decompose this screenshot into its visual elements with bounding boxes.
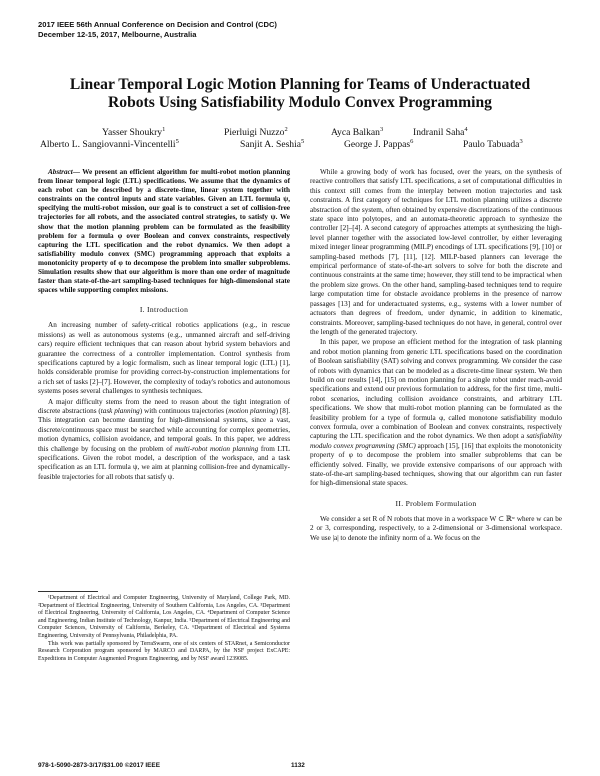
abstract-text: — We present an efficient algorithm for multi-robot motion planning from linear temporal logic (LTL) specifications. We assume that the dynamics of each robot can be described by a discrete-time, linear system together with constraints on the control inputs and state variables. Given an LTL formula ψ, specifying the multi-robot mission, our goal is to construct a set of collision-free trajectories for all robots, and the associated control strategies, to satisfy ψ. We show that the motion planning problem can be formulated as the feasibility problem for a formula φ over Boolean and convex constraints, respectively capturing the LTL specification and the robot dynamics. We then adopt a satisfiability modulo convex (SMC) programming approach that exploits a monotonicity property of φ to decompose the problem into smaller subproblems. Simulation results show that our algorithm is more than one order of magnitude faster than state-of-the-art sampling-based techniques for high-dimensional state spaces while supporting complex missions. — [38, 168, 290, 295]
right-paragraph-2: In this paper, we propose an efficient method for the integration of task planning and robot motion planning from generic LTL specifications based on the coordination of Boolean satisfiability (SAT) solving and convex programming. We consider the case of robots with dynamics that can be modeled as a discrete-time linear system. We then build on our results [14], [15] on motion planning for a single robot under reach-avoid specifications and extend our previous formulation to address, for the first time, multi-robot scenarios, including collision avoidance constraints, and arbitrary LTL specifications. We show that multi-robot motion planning can be formulated as the feasibility problem for a type of formula φ, called monotone satisfiability modulo convex formula, over a combination of Boolean and convex constraints, respectively capturing the LTL specification and the robot dynamics. We then adopt a satisfiability modulo convex programming (SMC) approach [15], [16] that exploits the monotonicity property of φ to decompose the problem into smaller subproblems that can be efficiently solved. Finally, we provide extensive comparisons of our approach with state-of-the-art sampling-based techniques, showing that our algorithm can run faster for high-dimensional state spaces. — [310, 338, 562, 488]
author: Ayca Balkan$^3$ — [331, 126, 384, 139]
affiliations-footnote: ¹Department of Electrical and Computer Engineering, University of Maryland, College Park, MD. ²Department of Electrical Engineering, University of Southern California, Los Angeles, CA. ³Department of Electrical Engineering, University of California, Los Angeles, CA. ⁴Department of Computer Science and Engineering, Indian Institute of Technology, Kanpur, India. ⁵Department of Electrical Engineering and Computer Sciences, University of California, Berkeley, CA. ⁶Department of Electrical and Systems Engineering, University of Pennsylvania, Philadelphia, PA. — [38, 595, 290, 639]
isbn-copyright: 978-1-5090-2873-3/17/$31.00 ©2017 IEEE — [38, 762, 160, 769]
author: Pierluigi Nuzzo$^2$ — [224, 126, 288, 139]
footnotes — [38, 595, 290, 663]
section-heading-problem-formulation: II. Problem Formulation — [395, 498, 477, 508]
footnote-divider — [38, 591, 98, 592]
abstract-label: Abstract — [48, 168, 73, 176]
conference-name: 2017 IEEE 56th Annual Conference on Decision and Control (CDC) — [38, 20, 277, 29]
author: Sanjit A. Seshia$^5$ — [240, 138, 305, 151]
funding-footnote: This work was partially sponsored by TerraSwarm, one of six centers of STARnet, a Semiconductor Research Corporation program sponsored by MARCO and DARPA, by the NSF project ExCAPE: Expeditions in Computer Augmented Program Engineering, and by NSF award 1239085. — [38, 640, 290, 662]
title-line-1: Linear Temporal Logic Motion Planning for Teams of Underactuated — [69, 76, 531, 93]
author-row-1 — [40, 124, 560, 139]
intro-paragraph-2: A major difficulty stems from the need to reason about the tight integration of discrete abstractions (task planning) with continuous trajectories (motion planning) [8]. This integration can become daunting for high-dimensional systems, since a vast, discrete/continuous space must be searched while accounting for complex geometries, motion dynamics, collision avoidance, and temporal goals. In this paper, we address this challenge by focusing on the problem of multi-robot motion planning from LTL specifications. Given the robot model, a description of the workspace, and a task specification as an LTL formula ψ, we aim at planning collision-free and dynamically-feasible trajectories for all robots that satisfy ψ. — [38, 397, 291, 481]
author-row-2 — [40, 136, 560, 151]
title-line-2: Robots Using Satisfiability Modulo Convex Programming — [108, 94, 492, 111]
author: George J. Pappas$^6$ — [344, 138, 414, 151]
right-paragraph-1: While a growing body of work has focused, over the years, on the synthesis of reactive controllers that satisfy LTL specifications, a set of computational difficulties in this context still comes from the interplay between motion trajectories and task constraints. A first category of techniques for LTL motion planning utilizes a discrete abstraction of the system, often obtained by expensive discretizations of the continuous state space into polytopes, and an automata-theoretic approach to synthesize the controller [2]–[4]. A second category of approaches attempts at synthesizing the high-level planner together with the associated low-level controller, by either leveraging mixed integer linear programming (MILP) encodings of LTL specifications [9], [10] or sampling-based methods [7], [11], [12]. MILP-based planners can leverage the empirical performance of state-of-the-art solvers to solve for both the discrete and continuous constraints at the same time; however, they still tend to be impractical when the problem size grows. On the other hand, sampling-based techniques tend to require large computation time for obstacle avoidance problems in the presence of narrow passages [13] and for underactuated systems, e.g., systems with a lower number of actuators than degrees of freedom, under dynamic, in addition to kinematic, constraints. Moreover, sampling-based techniques do not have, in general, control over the length of the generated trajectory. — [310, 168, 562, 336]
author: Paulo Tabuada$^3$ — [463, 138, 523, 151]
right-column — [310, 168, 562, 544]
page-number: 1132 — [291, 762, 305, 769]
intro-paragraph-1: An increasing number of safety-critical robotics applications (e.g., in rescue missions) as well as autonomous systems (e.g., unmanned aircraft and self-driving cars) require efficient techniques that can reason about hybrid system behaviors and guarantee the correctness of a controller implementation. Control synthesis from specifications captured by a logic formalism, such as linear temporal logic (LTL) [1], holds considerable promise for providing correct-by-construction implementations for a rich set of tasks [2]–[7]. However, the complexity of today's robotics and autonomous systems poses several challenges to synthesis techniques. — [38, 321, 290, 396]
author-list — [40, 124, 560, 151]
section-heading-introduction: I. Introduction — [139, 305, 189, 315]
author: Indranil Saha$^4$ — [413, 126, 468, 139]
author: Yasser Shoukry$^1$ — [102, 126, 166, 139]
author: Alberto L. Sangiovanni-Vincentelli$^5$ — [40, 138, 179, 151]
paper-title — [40, 76, 560, 112]
right-paragraph-3: We consider a set R of N robots that move in a workspace W ⊂ ℝʷ where w can be 2 or 3, corresponding, respectively, to a 2-dimensional or 3-dimensional workspace. We use |a| to denote the infinity norm of a. We focus on the — [310, 514, 562, 542]
left-column — [38, 168, 290, 483]
conference-header — [38, 20, 438, 40]
conference-date-location: December 12-15, 2017, Melbourne, Australia — [38, 30, 197, 39]
abstract — [38, 168, 290, 295]
